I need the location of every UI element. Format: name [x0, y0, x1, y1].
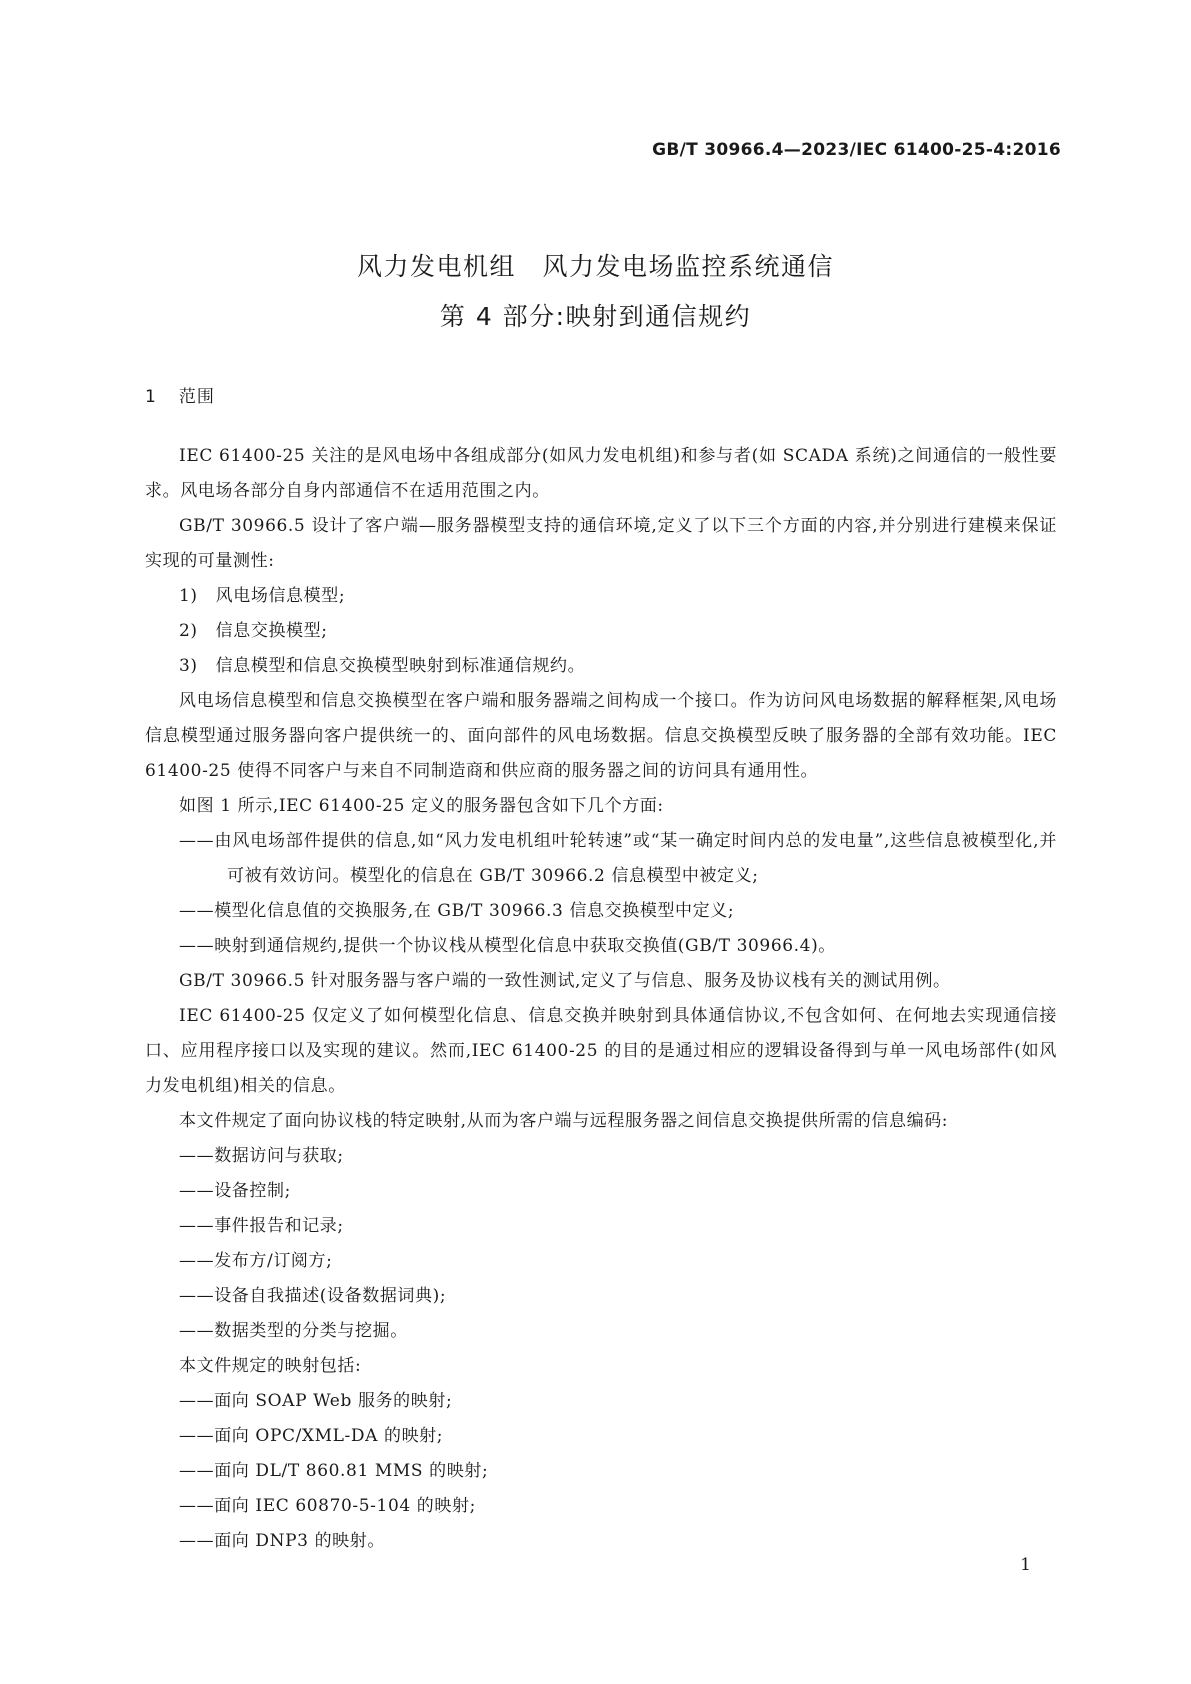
list-item — [145, 579, 1057, 614]
dash-list-item: ——面向 OPC/XML-DA 的映射; — [179, 1426, 444, 1446]
paragraph: 本文件规定的映射包括: — [179, 1356, 362, 1376]
paragraph: IEC 61400-25 关注的是风电场中各组成部分(如风力发电机组)和参与者(如 SCADA 系统)之间通信的一般性要求。风电场各部分自身内部通信不在适用范围之内。 — [145, 446, 1057, 501]
list-item — [145, 649, 1057, 684]
list-item-text: 信息模型和信息交换模型映射到标准通信规约。 — [215, 656, 586, 676]
dash-list-item: ——事件报告和记录; — [179, 1216, 344, 1236]
title-line-1: 风力发电机组 风力发电场监控系统通信 — [356, 252, 834, 281]
paragraph: 如图 1 所示,IEC 61400-25 定义的服务器包含如下几个方面: — [179, 796, 664, 816]
dash-list-item: ——设备自我描述(设备数据词典); — [179, 1286, 447, 1306]
section-heading — [145, 382, 215, 407]
title-line-2: 第 4 部分:映射到通信规约 — [439, 302, 752, 331]
dash-list-item: ——由风电场部件提供的信息,如“风力发电机组叶轮转速”或“某一确定时间内总的发电量”,这些信息被模型化,并可被有效访问。模型化的信息在 GB/T 30966.2 信息模型中被定义; — [179, 831, 1057, 886]
paragraph: GB/T 30966.5 针对服务器与客户端的一致性测试,定义了与信息、服务及协议栈有关的测试用例。 — [179, 971, 951, 991]
section-body — [145, 439, 1057, 1559]
list-marker: 1) — [179, 586, 198, 606]
dash-list-item: ——面向 SOAP Web 服务的映射; — [179, 1391, 453, 1411]
list-item-text: 信息交换模型; — [215, 621, 328, 641]
dash-list-item: ——面向 DNP3 的映射。 — [179, 1531, 385, 1551]
page-number: 1 — [1020, 1555, 1031, 1575]
dash-list-item: ——发布方/订阅方; — [179, 1251, 333, 1271]
paragraph: 本文件规定了面向协议栈的特定映射,从而为客户端与远程服务器之间信息交换提供所需的信息编码: — [179, 1111, 949, 1131]
dash-list-item: ——面向 DL/T 860.81 MMS 的映射; — [179, 1461, 489, 1481]
list-marker: 3) — [179, 656, 198, 676]
dash-list-item: ——面向 IEC 60870-5-104 的映射; — [179, 1496, 476, 1516]
dash-list-item: ——数据类型的分类与挖掘。 — [179, 1321, 408, 1341]
dash-list-item: ——设备控制; — [179, 1181, 291, 1201]
section-title: 范围 — [178, 387, 215, 407]
document-title — [0, 242, 1191, 342]
paragraph: IEC 61400-25 仅定义了如何模型化信息、信息交换并映射到具体通信协议,不包含如何、在何地去实现通信接口、应用程序接口以及实现的建议。然而,IEC 61400-25 的目的是通过相应的逻辑设备得到与单一风电场部件(如风力发电机组)相关的信息。 — [145, 1006, 1057, 1096]
list-item-text: 风电场信息模型; — [215, 586, 346, 606]
dash-list-item: ——模型化信息值的交换服务,在 GB/T 30966.3 信息交换模型中定义; — [179, 901, 735, 921]
list-item — [145, 614, 1057, 649]
paragraph: 风电场信息模型和信息交换模型在客户端和服务器端之间构成一个接口。作为访问风电场数据的解释框架,风电场信息模型通过服务器向客户提供统一的、面向部件的风电场数据。信息交换模型反映了服务器的全部有效功能。IEC 61400-25 使得不同客户与来自不同制造商和供应商的服务器之间的访问具有通用性。 — [145, 691, 1057, 781]
list-marker: 2) — [179, 621, 198, 641]
paragraph: GB/T 30966.5 设计了客户端—服务器模型支持的通信环境,定义了以下三个方面的内容,并分别进行建模来保证实现的可量测性: — [145, 516, 1057, 571]
section-number: 1 — [145, 387, 157, 407]
dash-list-item: ——映射到通信规约,提供一个协议栈从模型化信息中获取交换值(GB/T 30966.4)。 — [179, 936, 836, 956]
standard-code: GB/T 30966.4—2023/IEC 61400-25-4:2016 — [652, 140, 1061, 160]
dash-list-item: ——数据访问与获取; — [179, 1146, 344, 1166]
